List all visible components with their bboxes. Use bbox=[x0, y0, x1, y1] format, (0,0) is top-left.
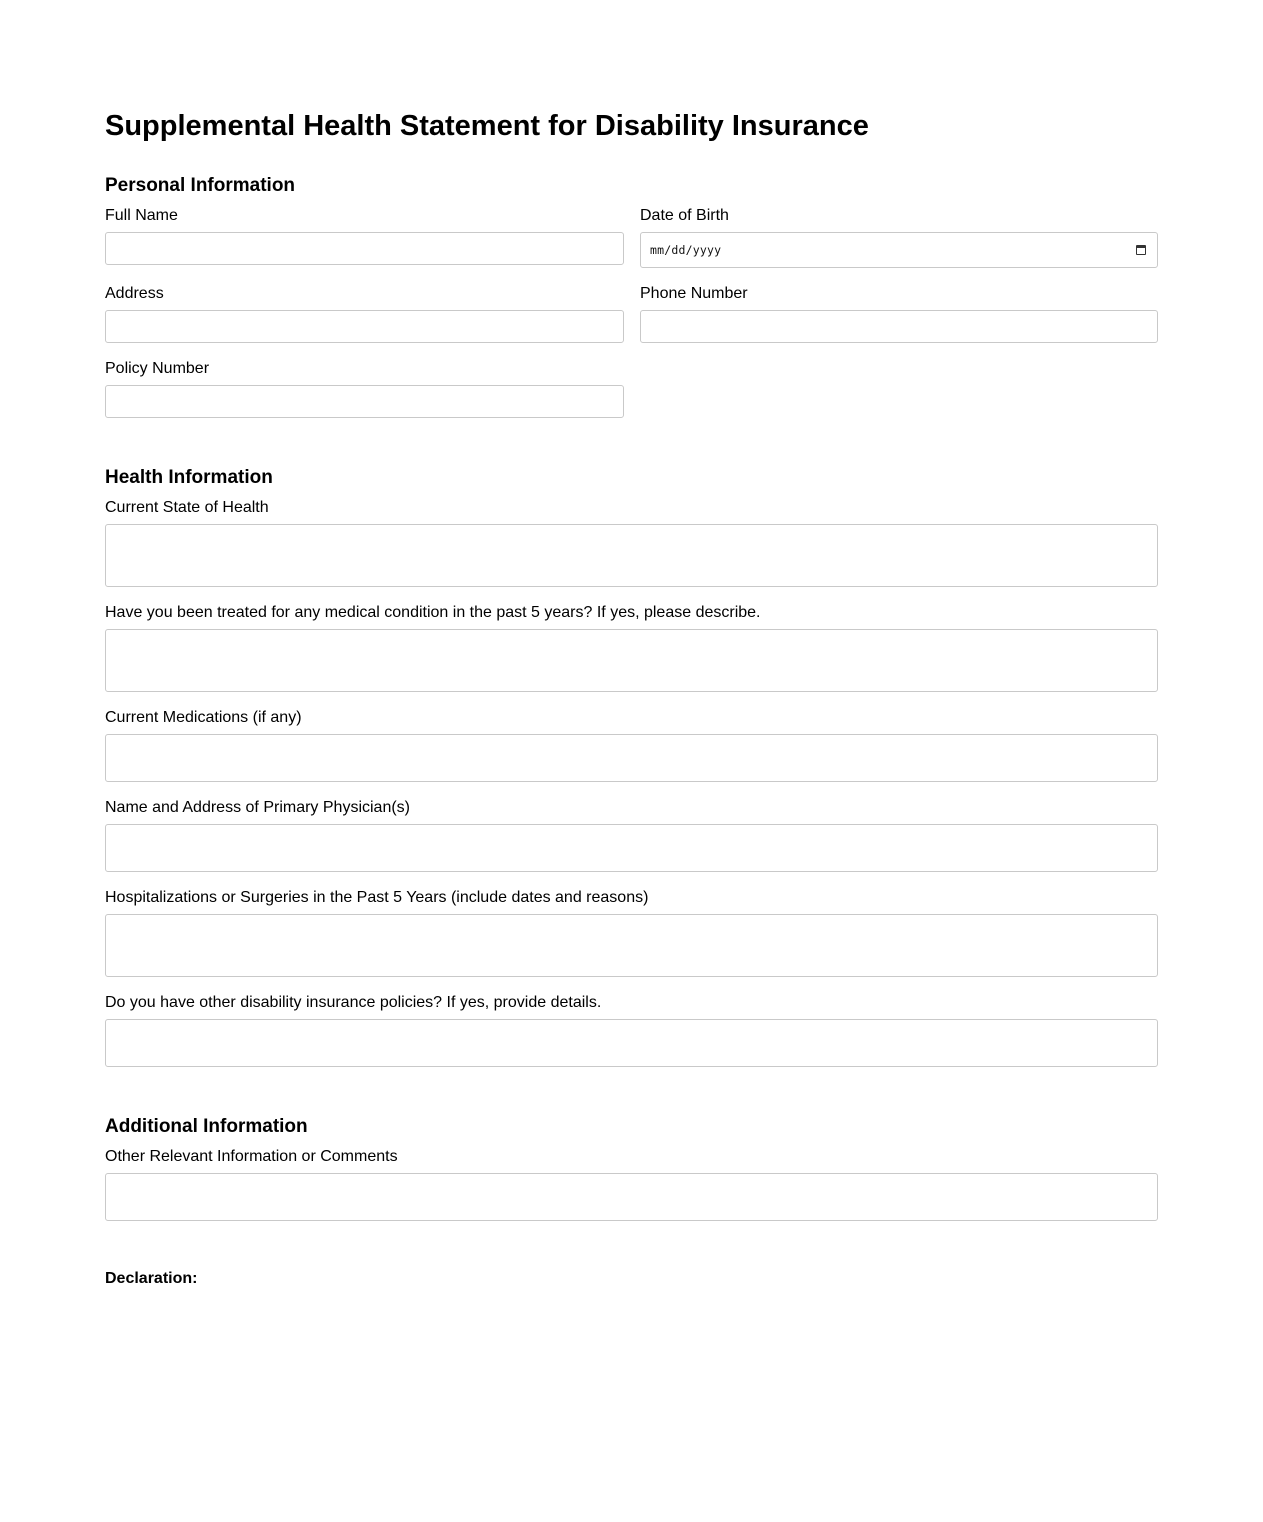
calendar-icon[interactable] bbox=[1136, 245, 1146, 255]
other-policies-label: Do you have other disability insurance policies? If yes, provide details. bbox=[105, 994, 602, 1011]
current-state-of-health-label: Current State of Health bbox=[105, 499, 269, 516]
comments-label: Other Relevant Information or Comments bbox=[105, 1148, 398, 1165]
section-title-additional-information: Additional Information bbox=[105, 1116, 308, 1137]
treated-past-5-years-textarea[interactable] bbox=[105, 629, 1158, 692]
phone-number-input[interactable] bbox=[640, 310, 1158, 343]
comments-textarea[interactable] bbox=[105, 1173, 1158, 1221]
hospitalizations-label: Hospitalizations or Surgeries in the Past 5 Years (include dates and reasons) bbox=[105, 889, 649, 906]
address-input[interactable] bbox=[105, 310, 624, 343]
hospitalizations-textarea[interactable] bbox=[105, 914, 1158, 977]
treated-past-5-years-label: Have you been treated for any medical condition in the past 5 years? If yes, please describe. bbox=[105, 604, 761, 621]
page-title: Supplemental Health Statement for Disability Insurance bbox=[105, 110, 869, 142]
current-medications-textarea[interactable] bbox=[105, 734, 1158, 782]
other-policies-textarea[interactable] bbox=[105, 1019, 1158, 1067]
phone-number-label: Phone Number bbox=[640, 285, 748, 302]
declaration-heading: Declaration: bbox=[105, 1270, 198, 1287]
address-label: Address bbox=[105, 285, 164, 302]
section-title-health-information: Health Information bbox=[105, 467, 273, 488]
primary-physician-label: Name and Address of Primary Physician(s) bbox=[105, 799, 410, 816]
date-placeholder: mm/dd/yyyy bbox=[650, 243, 722, 257]
date-of-birth-label: Date of Birth bbox=[640, 207, 729, 224]
section-title-personal-information: Personal Information bbox=[105, 175, 296, 196]
policy-number-label: Policy Number bbox=[105, 360, 210, 377]
current-state-of-health-textarea[interactable] bbox=[105, 524, 1158, 587]
primary-physician-textarea[interactable] bbox=[105, 824, 1158, 872]
full-name-label: Full Name bbox=[105, 207, 178, 224]
current-medications-label: Current Medications (if any) bbox=[105, 709, 302, 726]
full-name-input[interactable] bbox=[105, 232, 624, 265]
policy-number-input[interactable] bbox=[105, 385, 624, 418]
date-of-birth-input[interactable] bbox=[640, 232, 1158, 268]
